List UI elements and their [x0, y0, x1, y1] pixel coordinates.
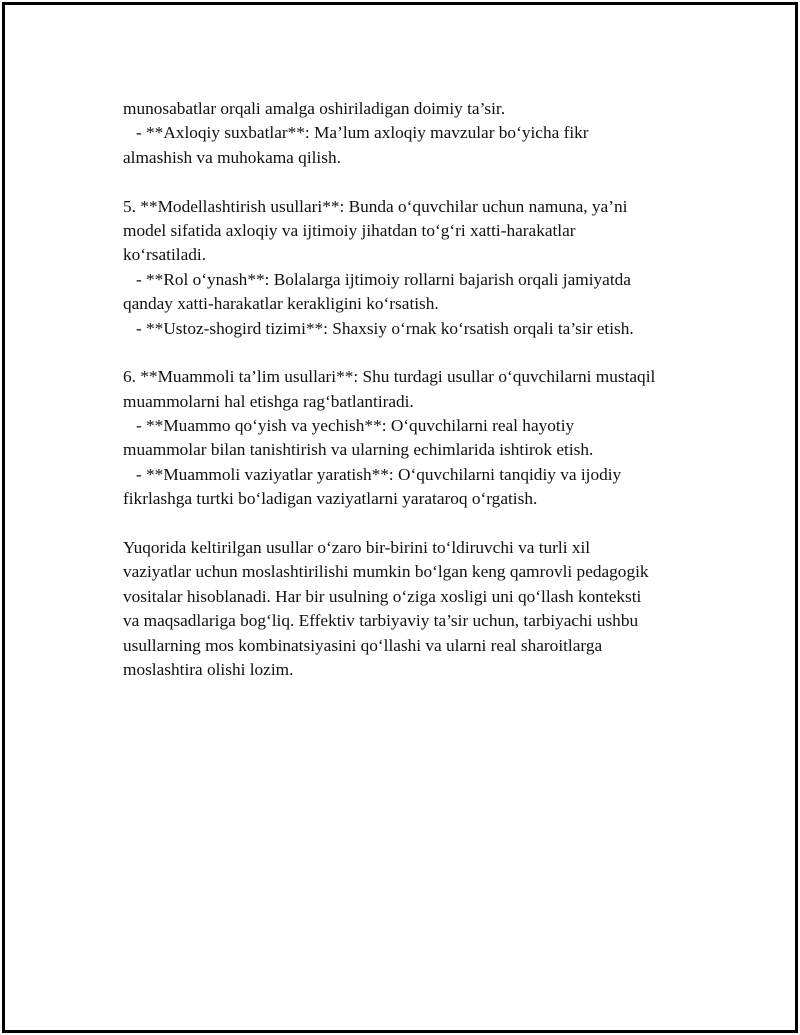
text-line: vositalar hisoblanadi. Har bir usulning o‘ziga xosligi uni qo‘llash konteksti	[123, 586, 642, 606]
text-line: - **Muammo qo‘yish va yechish**: O‘quvchilarni real hayotiy	[123, 416, 575, 436]
text-line: - **Muammoli vaziyatlar yaratish**: O‘quvchilarni tanqidiy va ijodiy	[123, 464, 622, 484]
text-line: - **Axloqiy suxbatlar**: Ma’lum axloqiy mavzular bo‘yicha fikr	[123, 123, 589, 143]
text-line: qanday xatti-harakatlar kerakligini ko‘rsatish.	[123, 294, 439, 314]
text-line: - **Ustoz-shogird tizimi**: Shaxsiy o‘rnak ko‘rsatish orqali ta’sir etish.	[123, 318, 634, 338]
paragraph-spacer	[123, 512, 703, 536]
text-line: usullarning mos kombinatsiyasini qo‘llashi va ularni real sharoitlarga	[123, 635, 603, 655]
document-body	[123, 97, 703, 682]
text-line: muammolarni hal etishga rag‘batlantiradi.	[123, 391, 414, 411]
text-line: 5. **Modellashtirish usullari**: Bunda o‘quvchilar uchun namuna, ya’ni	[123, 196, 628, 216]
text-line: fikrlashga turtki bo‘ladigan vaziyatlarni yarataroq o‘rgatish.	[123, 489, 538, 509]
text-line: va maqsadlariga bog‘liq. Effektiv tarbiyaviy ta’sir uchun, tarbiyachi ushbu	[123, 611, 639, 631]
text-line: Yuqorida keltirilgan usullar o‘zaro bir-birini to‘ldiruvchi va turli xil	[123, 538, 591, 558]
text-line: ko‘rsatiladi.	[123, 245, 207, 265]
text-line: 6. **Muammoli ta’lim usullari**: Shu turdagi usullar o‘quvchilarni mustaqil	[123, 367, 656, 387]
text-line: almashish va muhokama qilish.	[123, 147, 341, 167]
text-line: munosabatlar orqali amalga oshiriladigan doimiy ta’sir.	[123, 99, 506, 118]
paragraph-spacer	[123, 341, 703, 365]
text-line: muammolar bilan tanishtirish va ularning echimlarida ishtirok etish.	[123, 440, 594, 460]
text-line: moslashtira olishi lozim.	[123, 659, 294, 679]
page-frame	[2, 2, 798, 1033]
text-line: vaziyatlar uchun moslashtirilishi mumkin bo‘lgan keng qamrovli pedagogik	[123, 562, 649, 582]
paragraph-spacer	[123, 170, 703, 194]
text-line: - **Rol o‘ynash**: Bolalarga ijtimoiy rollarni bajarish orqali jamiyatda	[123, 269, 631, 289]
text-line: model sifatida axloqiy va ijtimoiy jihatdan to‘g‘ri xatti-harakatlar	[123, 220, 576, 240]
